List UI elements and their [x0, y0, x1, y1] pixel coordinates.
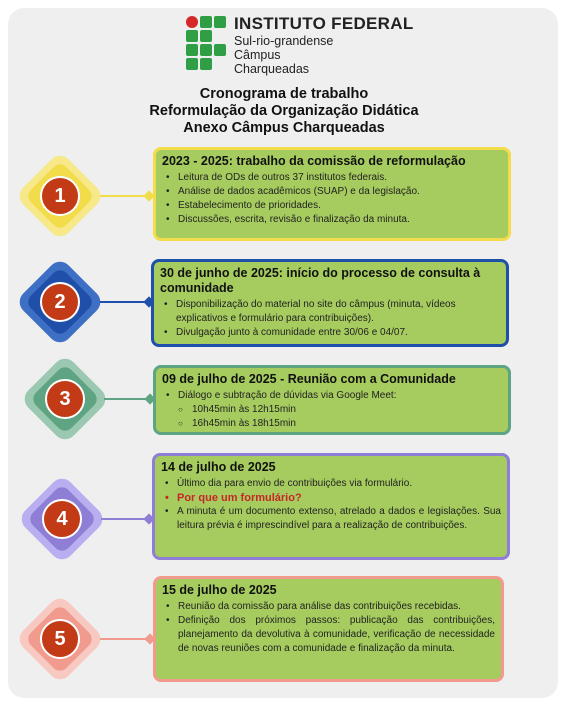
step-heading: 14 de julho de 2025: [161, 460, 276, 474]
page-title: Anexo Câmpus Charqueadas: [183, 120, 385, 136]
step-item: • Leitura de ODs de outros 37 institutos federais.: [176, 171, 502, 185]
org-line: Sul-rio-grandense: [234, 34, 334, 48]
step-2-box: [151, 259, 509, 347]
step-item: • Disponibilização do material no site do câmpus (minuta, vídeos explicativos e formulário para contribuições).: [174, 298, 500, 326]
step-number: 5: [40, 619, 80, 659]
step-number: 3: [45, 379, 85, 419]
step-3-marker: [24, 358, 106, 440]
step-item: • Análise de dados acadêmicos (SUAP) e da legislação.: [176, 185, 502, 199]
step-subitem: ○ 16h45min às 18h15min: [190, 417, 502, 431]
step-heading: 09 de julho de 2025 - Reunião com a Comunidade: [162, 372, 456, 386]
step-4-box: [152, 453, 510, 560]
step-item: • Divulgação junto à comunidade entre 30/06 e 04/07.: [174, 326, 500, 340]
step-5-box: [153, 576, 504, 682]
step-item: • A minuta é um documento extenso, atrelado a dados e legislações. Sua leitura prévia é imprescindível para a realização de contribuições.: [175, 505, 501, 533]
step-2-marker: [19, 261, 101, 343]
step-item: • Último dia para envio de contribuições via formulário.: [175, 477, 501, 491]
step-item: • Estabelecimento de prioridades.: [176, 199, 502, 213]
step-4-marker: [21, 478, 103, 560]
page-title: Cronograma de trabalho: [199, 86, 369, 102]
org-name: INSTITUTO FEDERAL: [234, 14, 414, 33]
step-heading: 2023 - 2025: trabalho da comissão de reformulação: [162, 154, 466, 168]
step-item: • Reunião da comissão para análise das contribuições recebidas.: [176, 600, 495, 614]
step-1-box: [153, 147, 511, 241]
logo-mark-icon: [186, 16, 228, 72]
step-3-box: [153, 365, 511, 435]
org-line: Charqueadas: [234, 62, 310, 76]
step-item: • Discussões, escrita, revisão e finalização da minuta.: [176, 213, 502, 227]
step-5-marker: [19, 598, 101, 680]
step-number: 4: [42, 499, 82, 539]
step-item: • Diálogo e subtração de dúvidas via Google Meet:: [176, 389, 502, 403]
step-item-highlight: • Por que um formulário?: [175, 491, 501, 505]
step-subitem: ○ 10h45min às 12h15min: [190, 403, 502, 417]
page-title: Reformulação da Organização Didática: [149, 103, 419, 119]
step-item: • Definição dos próximos passos: publicação das contribuições, planejamento da devolutiva à comunidade, verificação de necessidade de novas reuniões com a comunidade e finalização da minuta.: [176, 614, 495, 656]
step-1-marker: [19, 155, 101, 237]
step-heading: 15 de julho de 2025: [162, 583, 277, 597]
org-line: Câmpus: [234, 48, 281, 62]
step-heading: 30 de junho de 2025: início do processo de consulta à comunidade: [160, 266, 481, 295]
step-number: 2: [40, 282, 80, 322]
step-number: 1: [40, 176, 80, 216]
